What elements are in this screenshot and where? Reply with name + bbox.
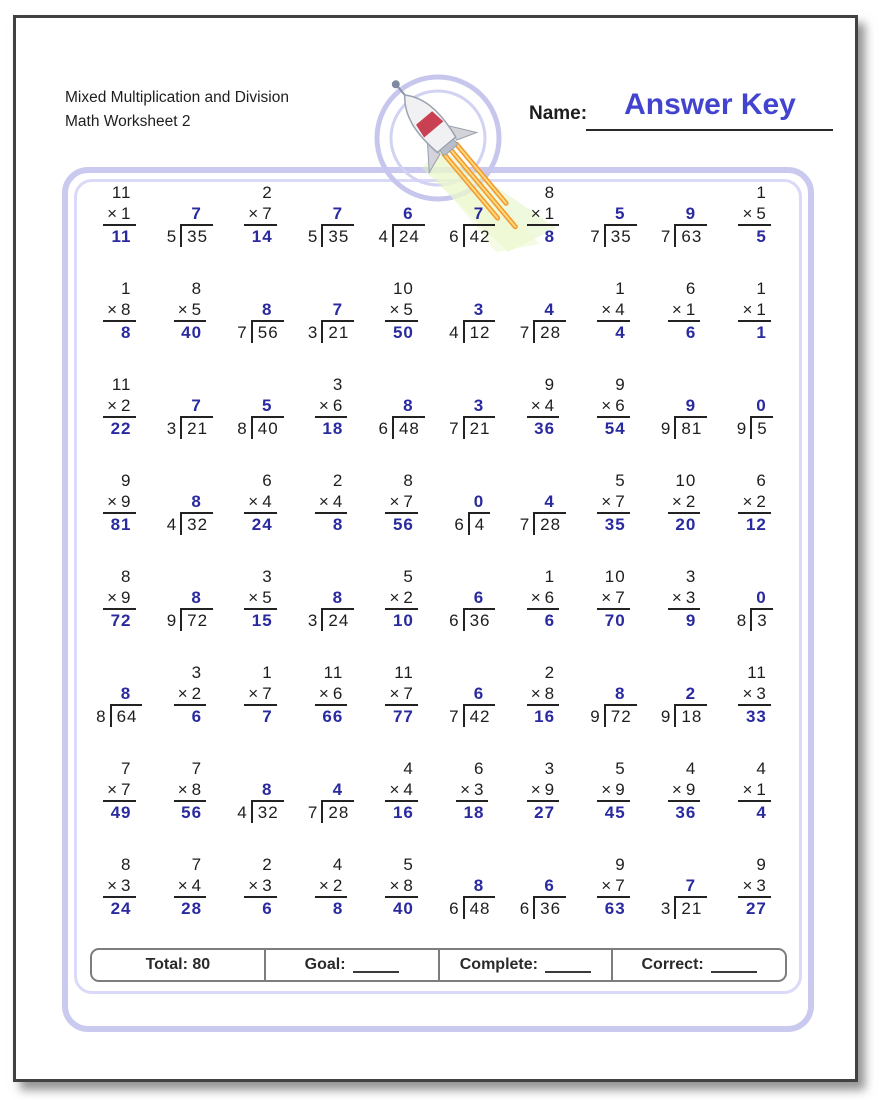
multiplication-problem: 9 × 3 27 [719,854,790,950]
division-problem: 8 6 48 [366,374,437,470]
multiplication-problem: 10 × 7 70 [578,566,649,662]
multiplication-problem: 9 × 4 36 [508,374,579,470]
multiplication-problem: 11 × 1 11 [84,182,155,278]
footer-cell: Complete: [438,950,612,980]
division-problem: 8 7 56 [225,278,296,374]
fill-in-blank [545,958,591,973]
multiplication-problem: 6 × 2 12 [719,470,790,566]
multiplication-problem: 5 × 7 35 [578,470,649,566]
multiplication-problem: 3 × 3 9 [649,566,720,662]
multiplication-problem: 11 × 2 22 [84,374,155,470]
division-problem: 7 5 35 [296,182,367,278]
multiplication-problem: 2 × 3 6 [225,854,296,950]
multiplication-problem: 6 × 3 18 [437,758,508,854]
multiplication-problem: 8 × 3 24 [84,854,155,950]
problems-grid [84,182,790,944]
division-problem: 3 7 21 [437,374,508,470]
multiplication-problem: 5 × 9 45 [578,758,649,854]
multiplication-problem: 1 × 4 4 [578,278,649,374]
division-problem: 0 9 5 [719,374,790,470]
multiplication-problem: 7 × 4 28 [155,854,226,950]
multiplication-problem: 9 × 6 54 [578,374,649,470]
multiplication-problem: 9 × 9 81 [84,470,155,566]
fill-in-blank [353,958,399,973]
footer-cell: Total: 80 [145,956,211,973]
division-problem: 7 3 21 [649,854,720,950]
division-problem: 9 7 63 [649,182,720,278]
multiplication-problem: 6 × 4 24 [225,470,296,566]
multiplication-problem: 1 × 5 5 [719,182,790,278]
footer-cell: Correct: [611,950,785,980]
division-problem: 5 7 35 [578,182,649,278]
division-problem: 8 3 24 [296,566,367,662]
multiplication-problem: 8 × 9 72 [84,566,155,662]
division-problem: 9 9 81 [649,374,720,470]
division-problem: 8 4 32 [225,758,296,854]
division-problem: 6 4 24 [366,182,437,278]
division-problem: 7 3 21 [296,278,367,374]
fill-in-blank [711,958,757,973]
multiplication-problem: 2 × 8 16 [508,662,579,758]
division-problem: 8 4 32 [155,470,226,566]
division-problem: 4 7 28 [296,758,367,854]
multiplication-problem: 4 × 9 36 [649,758,720,854]
score-footer-bar [90,948,787,982]
division-problem: 4 7 28 [508,278,579,374]
multiplication-problem: 3 × 2 6 [155,662,226,758]
multiplication-problem: 11 × 7 77 [366,662,437,758]
multiplication-problem: 10 × 2 20 [649,470,720,566]
multiplication-problem: 8 × 5 40 [155,278,226,374]
multiplication-problem: 1 × 8 8 [84,278,155,374]
multiplication-problem: 2 × 7 14 [225,182,296,278]
division-problem: 8 8 64 [84,662,155,758]
multiplication-problem: 5 × 8 40 [366,854,437,950]
division-problem: 4 7 28 [508,470,579,566]
division-problem: 6 6 36 [508,854,579,950]
division-problem: 7 5 35 [155,182,226,278]
multiplication-problem: 3 × 9 27 [508,758,579,854]
division-problem: 6 7 42 [437,662,508,758]
division-problem: 8 9 72 [578,662,649,758]
multiplication-problem: 3 × 6 18 [296,374,367,470]
name-label: Name: [529,103,588,124]
division-problem: 5 8 40 [225,374,296,470]
division-problem: 3 4 12 [437,278,508,374]
multiplication-problem: 5 × 2 10 [366,566,437,662]
division-problem: 0 8 3 [719,566,790,662]
worksheet-title-line2: Math Worksheet 2 [65,113,191,130]
name-answer-key-text: Answer Key [624,88,796,121]
division-problem: 8 9 72 [155,566,226,662]
multiplication-problem: 4 × 4 16 [366,758,437,854]
division-problem: 0 6 4 [437,470,508,566]
multiplication-problem: 3 × 5 15 [225,566,296,662]
multiplication-problem: 1 × 1 1 [719,278,790,374]
multiplication-problem: 1 × 6 6 [508,566,579,662]
multiplication-problem: 11 × 3 33 [719,662,790,758]
multiplication-problem: 1 × 7 7 [225,662,296,758]
name-blank-line [586,129,833,131]
division-problem: 8 6 48 [437,854,508,950]
multiplication-problem: 4 × 1 4 [719,758,790,854]
multiplication-problem: 6 × 1 6 [649,278,720,374]
multiplication-problem: 7 × 7 49 [84,758,155,854]
division-problem: 2 9 18 [649,662,720,758]
worksheet-title-line1: Mixed Multiplication and Division [65,89,289,106]
multiplication-problem: 8 × 7 56 [366,470,437,566]
multiplication-problem: 8 × 1 8 [508,182,579,278]
multiplication-problem: 9 × 7 63 [578,854,649,950]
multiplication-problem: 4 × 2 8 [296,854,367,950]
multiplication-problem: 2 × 4 8 [296,470,367,566]
division-problem: 6 6 36 [437,566,508,662]
division-problem: 7 6 42 [437,182,508,278]
multiplication-problem: 11 × 6 66 [296,662,367,758]
multiplication-problem: 10 × 5 50 [366,278,437,374]
footer-cell: Goal: [264,950,438,980]
division-problem: 7 3 21 [155,374,226,470]
multiplication-problem: 7 × 8 56 [155,758,226,854]
